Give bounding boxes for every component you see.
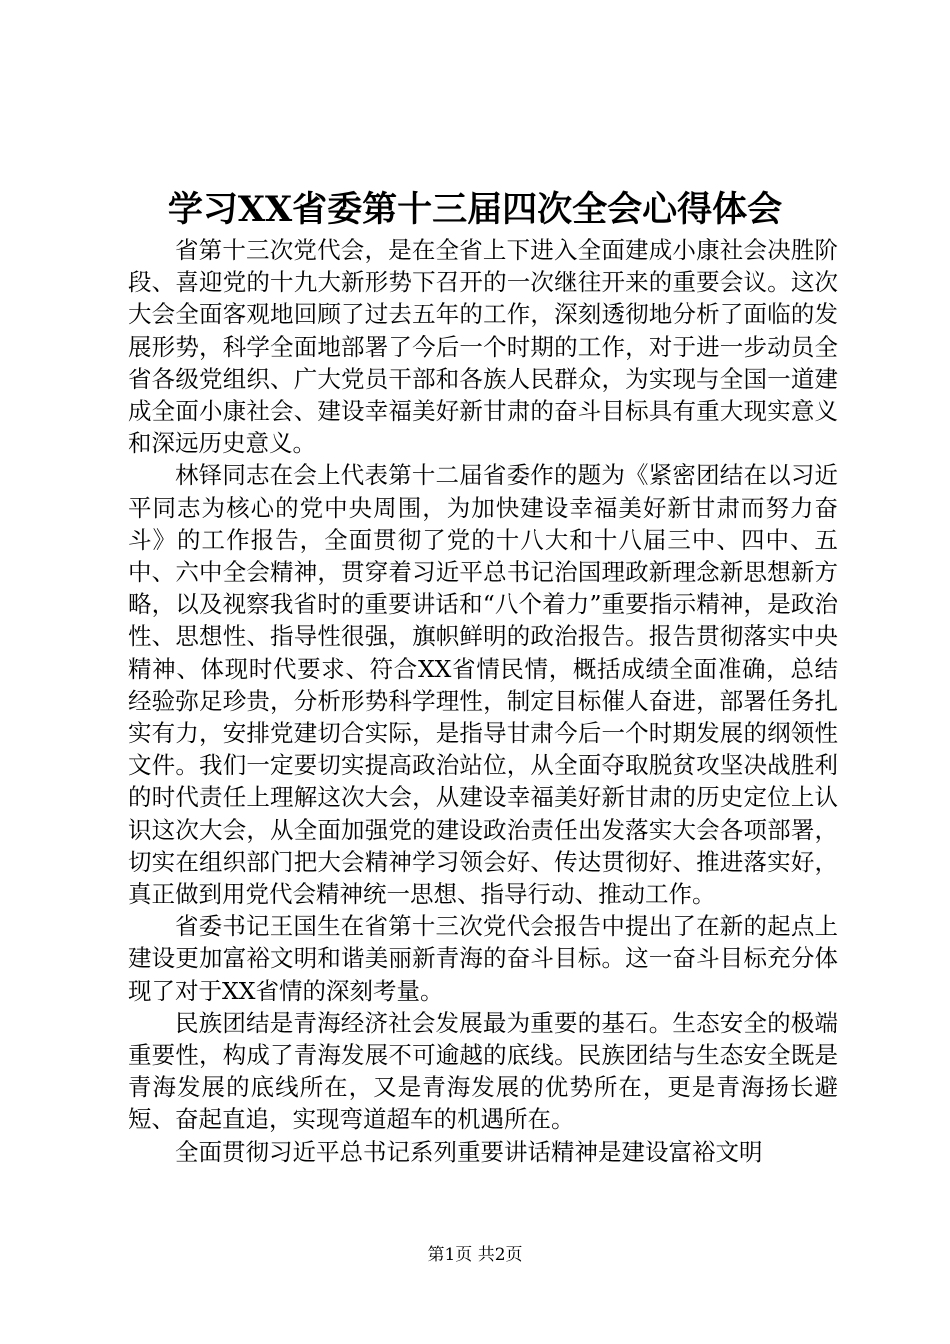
paragraph-1: 省第十三次党代会，是在全省上下进入全面建成小康社会决胜阶段、喜迎党的十九大新形势下召开的一次继往开来的重要会议。这次大会全面客观地回顾了过去五年的工作，深刻透彻地分析了面临的发展形势，科学全面地部署了今后一个时期的工作，对于进一步动员全省各级党组织、广大党员干部和各族人民群众，为实现与全国一道建成全面小康社会、建设幸福美好新甘肃的奋斗目标具有重大现实意义和深远历史意义。 — [128, 236, 838, 458]
paragraph-3: 省委书记王国生在省第十三次党代会报告中提出了在新的起点上建设更加富裕文明和谐美丽新青海的奋斗目标。这一奋斗目标充分体现了对于XX省情的深刻考量。 — [128, 912, 838, 1005]
page-number-footer: 第1页 共2页 — [427, 1245, 523, 1265]
paragraph-5: 全面贯彻习近平总书记系列重要讲话精神是建设富裕文明 — [175, 1137, 763, 1166]
paragraph-2: 林铎同志在会上代表第十二届省委作的题为《紧密团结在以习近平同志为核心的党中央周围，为加快建设幸福美好新甘肃而努力奋斗》的工作报告，全面贯彻了党的十八大和十八届三中、四中、五中、六中全会精神，贯穿着习近平总书记治国理政新理念新思想新方略，以及视察我省时的重要讲话和“八个着力”重要指示精神，是政治性、思想性、指导性很强，旗帜鲜明的政治报告。报告贯彻落实中央精神、体现时代要求、符合XX省情民情，概括成绩全面准确，总结经验弥足珍贵，分析形势科学理性，制定目标催人奋进，部署任务扎实有力，安排党建切合实际，是指导甘肃今后一个时期发展的纲领性文件。我们一定要切实提高政治站位，从全面夺取脱贫攻坚决战胜利的时代责任上理解这次大会，从建设幸福美好新甘肃的历史定位上认识这次大会，从全面加强党的建设政治责任出发落实大会各项部署，切实在组织部门把大会精神学习领会好、传达贯彻好、推进落实好，真正做到用党代会精神统一思想、指导行动、推动工作。 — [128, 461, 838, 909]
document-title: 学习XX省委第十三届四次全会心得体会 — [167, 189, 783, 230]
paragraph-4: 民族团结是青海经济社会发展最为重要的基石。生态安全的极端重要性，构成了青海发展不可逾越的底线。民族团结与生态安全既是青海发展的底线所在，又是青海发展的优势所在，更是青海扬长避短、奋起直追，实现弯道超车的机遇所在。 — [128, 1008, 838, 1134]
document-body — [128, 234, 838, 1168]
